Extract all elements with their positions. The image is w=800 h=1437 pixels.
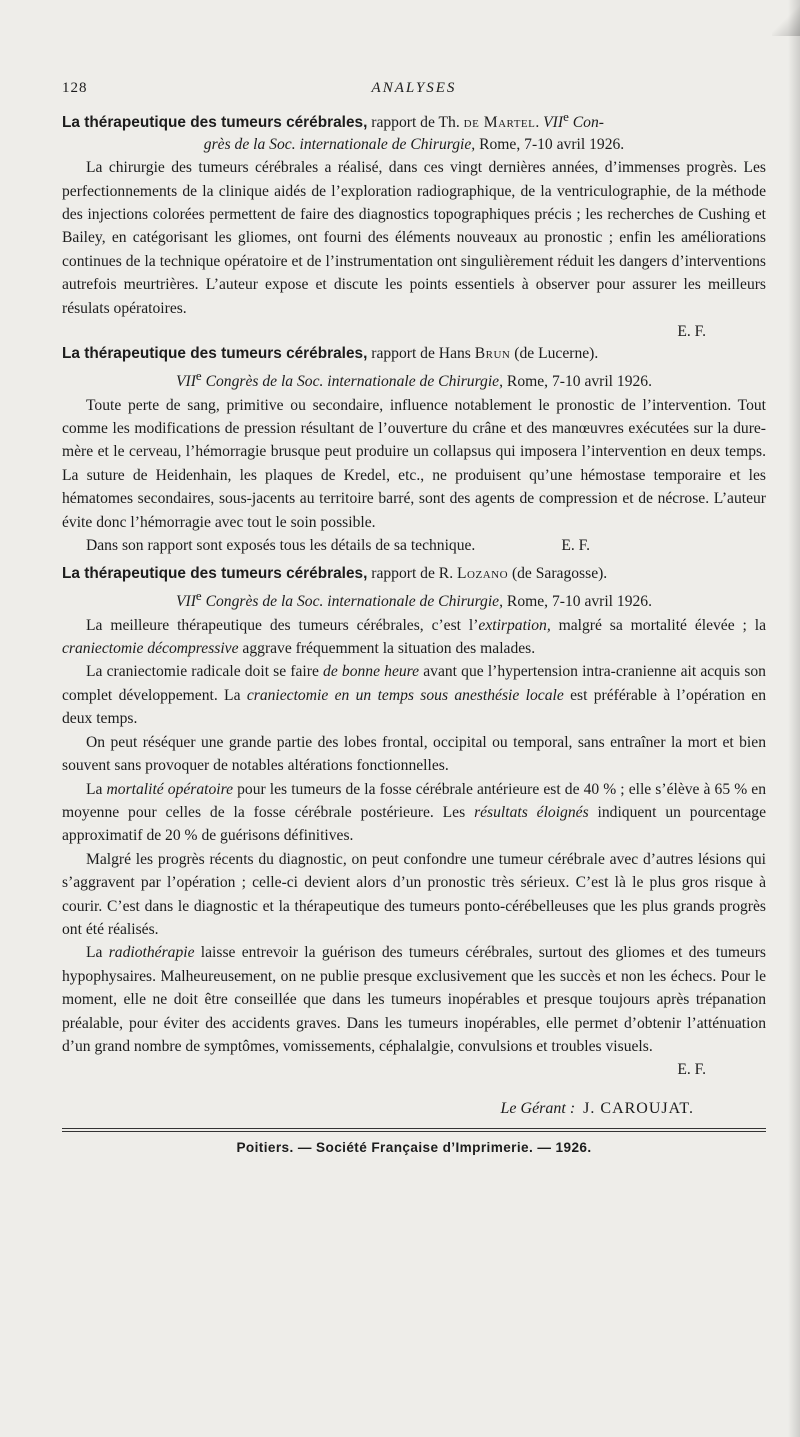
congress-subline [62, 134, 766, 156]
text-run: La meilleure thérapeutique des tumeurs cérébrales, c’est l’ [86, 616, 479, 634]
article-title: La thérapeutique des tumeurs cérébrales, [62, 114, 368, 132]
paragraph [62, 614, 766, 661]
paragraph: Malgré les progrès récents du diagnostic, on peut confondre une tumeur cérébrale avec d’autres lésions qui s’aggravent par l’opération ; celle-ci devient alors d’un pronostic très sérieux. C’est là le plus gros risque à courir. C’est dans le diagnostic et la thérapeutique des tumeurs ponto-cérébelleuses que les plus grands progrès ont été réalisés. [62, 850, 766, 938]
paragraph [62, 778, 766, 848]
emphasis: craniectomie décompressive [62, 640, 239, 658]
congress-place-date: Rome, 7-10 avril 1926. [503, 593, 653, 611]
text-run: pour les tumeurs de la fosse cérébrale antérieure est de 40 % ; elle s’élève à 65 % en moyenne pour celles de la fosse cérébrale postérieure. Les [62, 780, 766, 821]
byline-suffix: . [535, 114, 544, 132]
author-name: de Martel [463, 114, 536, 132]
page-fold-shadow [788, 0, 800, 1437]
gerant-label: Le Gérant : [500, 1099, 576, 1117]
byline-prefix: rapport de Hans [367, 345, 475, 363]
article-lozano [62, 563, 766, 1081]
signature: E. F. [561, 537, 590, 555]
signature: E. F. [677, 1061, 706, 1079]
article-brun [62, 343, 766, 557]
text-run: La [86, 780, 107, 798]
paragraph: On peut réséquer une grande partie des lobes frontal, occipital ou temporal, sans entraîner la mort et bien souvent sans provoquer de notables altérations fonctionnelles. [62, 733, 766, 775]
emphasis: résultats éloignés [474, 803, 589, 821]
congress-place-date: Rome, 7-10 avril 1926. [503, 373, 653, 391]
author-name: Brun [474, 345, 511, 363]
paragraph [62, 941, 766, 1058]
running-head [62, 80, 766, 106]
congress-name: Congrès de la Soc. internationale de Chirurgie, [205, 373, 504, 391]
article-title: La thérapeutique des tumeurs cérébrales, [62, 345, 368, 363]
text-run: La [86, 944, 109, 962]
emphasis: mortalité opératoire [106, 780, 234, 798]
congress-name: grès de la Soc. internationale de Chirurgie, [203, 136, 476, 154]
text-run: laisse entrevoir la guérison des tumeurs cérébrales, surtout des gliomes et des tumeurs hypophysaires. Malheureusement, on ne publie presque exclusivement que les succès et non les échecs. Pour le moment, elle ne doit être conseillée que dans les tumeurs inopérables et presque toujours après trépanation préalable, pour éviter des accidents graves. Dans les tumeurs inopérables, elle permet d’obtenir l’atténuation d’un grand nombre de symptômes, vomissements, céphalalgie, convulsions et troubles visuels. [62, 944, 766, 1055]
text-run: La craniectomie radicale doit se faire [86, 663, 324, 681]
congress-ordinal: e [563, 109, 569, 124]
running-title: ANALYSES [371, 80, 457, 96]
congress-number: VII [543, 114, 564, 132]
emphasis: craniectomie en un temps sous anesthésie locale [246, 686, 564, 704]
congress-number: VII [175, 373, 196, 391]
emphasis: de bonne heure [323, 663, 420, 681]
text-run: malgré sa mortalité élevée ; la [550, 616, 766, 634]
byline-suffix: (de Saragosse). [508, 565, 608, 583]
text-run: indiquent un pourcentage approximatif de 20 % de guérisons définitives. [62, 803, 766, 845]
text-run: avant que l’hypertension intra-cranienne ait acquis son complet développement. La [62, 663, 766, 704]
article-de-martel [62, 106, 766, 343]
congress-line-end: Con- [568, 114, 604, 132]
footer-rule [62, 1128, 766, 1129]
byline-prefix: rapport de R. [367, 565, 458, 583]
paragraph-text: Dans son rapport sont exposés tous les détails de sa technique. [86, 537, 476, 555]
paragraph [62, 534, 766, 557]
congress-name: Congrès de la Soc. internationale de Chirurgie, [205, 593, 504, 611]
congress-ordinal: e [195, 368, 202, 384]
congress-subline [62, 365, 766, 393]
article-heading [62, 563, 766, 613]
byline-suffix: (de Lucerne). [510, 345, 599, 363]
gerant-line [62, 1098, 766, 1120]
page-corner-shadow [772, 0, 800, 36]
paragraph [62, 660, 766, 730]
congress-place-date: Rome, 7-10 avril 1926. [475, 136, 625, 154]
emphasis: extirpation, [478, 616, 551, 634]
byline-prefix: rapport de Th. [367, 114, 464, 132]
imprint: Poitiers. — Société Française d’Imprimerie. — 1926. [236, 1139, 592, 1155]
article-heading [62, 343, 766, 393]
congress-ordinal: e [195, 588, 202, 604]
gerant-name: J. CAROUJAT. [583, 1099, 694, 1117]
text-run: est préférable à l’opération en deux temps. [62, 686, 766, 728]
footer-rule-thin [62, 1131, 766, 1132]
congress-subline [62, 585, 766, 613]
signature: E. F. [677, 323, 706, 341]
paragraph: Toute perte de sang, primitive ou secondaire, influence notablement le pronostic de l’intervention. Tout comme les modifications de pression résultant de l’ouverture du crâne et des manœuvres exécutées sur la dure-mère et le cerveau, l’hémorragie brusque peut produire un collapsus qui imposera l’intervention en deux temps. La suture de Heidenhain, les plaques de Kredel, etc., ne produisent qu’une hémostase temporaire et les hématomes secondaires, sous-jacents au territoire barré, sont des agents de compression et de nécrose. L’auteur évite donc l’hémorragie avec tout le soin possible. [62, 396, 766, 531]
text-run: aggrave fréquemment la situation des malades. [238, 640, 536, 658]
page-number: 128 [62, 80, 88, 96]
author-name: Lozano [457, 565, 509, 583]
paragraph: La chirurgie des tumeurs cérébrales a réalisé, dans ces vingt dernières années, d’immenses progrès. Les perfectionnements de la clinique aidés de l’exploration radiographique, de la ventriculographie, de la méthode des injections colorées permettent de faire des diagnostics topographiques précis ; les recherches de Cushing et Bailey, en catégorisant les gliomes, ont fourni des éléments nouveaux au pronostic ; enfin les améliorations continues de la technique opératoire et de l’instrumentation ont singulièrement réduit les dangers d’interventions autrefois meurtrières. L’auteur expose et discute les points essentiels à observer pour assurer les meilleurs résulats opératoires. [62, 159, 766, 317]
article-heading [62, 106, 766, 156]
page-content [62, 80, 766, 1155]
congress-number: VII [175, 593, 196, 611]
emphasis: radiothérapie [108, 944, 195, 962]
article-title: La thérapeutique des tumeurs cérébrales, [62, 565, 368, 583]
